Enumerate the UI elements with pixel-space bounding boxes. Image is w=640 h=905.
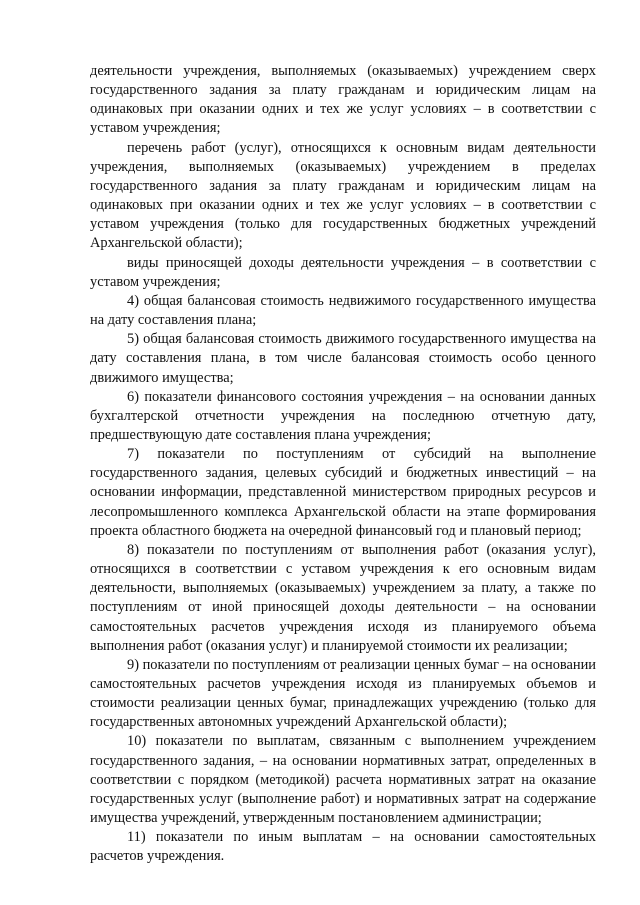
paragraph-item-9: 9) показатели по поступлениям от реализации ценных бумаг – на основании самостоятельных расчетов учреждения исходя из планируемых объемов и стоимости реализации ценных бумаг, принадлежащих учреждению (только для государственных автономных учреждений Архангельской области); [90, 656, 596, 731]
paragraph-services-list: перечень работ (услуг), относящихся к основным видам деятельности учреждения, выполняемых (оказываемых) учреждением в пределах государственного задания за плату гражданам и юридическим лицам на одинаковых при оказании одних и тех же услуг условиях – в соответствии с уставом учреждения (только для государственных бюджетных учреждений Архангельской области); [90, 139, 596, 252]
paragraph-income-activities: виды приносящей доходы деятельности учреждения – в соответствии с уставом учреждения; [90, 254, 596, 290]
paragraph-item-5: 5) общая балансовая стоимость движимого государственного имущества на дату составления плана, в том числе балансовая стоимость особо ценного движимого имущества; [90, 331, 596, 386]
paragraph-item-8: 8) показатели по поступлениям от выполнения работ (оказания услуг), относящихся в соответствии с уставом учреждения к его основным видам деятельности, выполняемых (оказываемых) учреждением за плату, а также по поступлениям от иной приносящей доходы деятельности – на основании самостоятельных расчетов учреждения исходя из планируемого объема выполнения работ (оказания услуг) и планируемой стоимости их реализации; [90, 541, 596, 654]
paragraph-item-10: 10) показатели по выплатам, связанным с выполнением учреждением государственного задания, – на основании нормативных затрат, определенных в соответствии с порядком (методикой) расчета нормативных затрат на оказание государственных услуг (выполнение работ) и нормативных затрат на содержание имущества учреждений, утвержденным постановлением администрации; [90, 733, 596, 827]
paragraph-item-7: 7) показатели по поступлениям от субсидий на выполнение государственного задания, целевых субсидий и бюджетных инвестиций – на основании информации, представленной министерством природных ресурсов и лесопромышленного комплекса Архангельской области на этапе формирования проекта областного бюджета на очередной финансовый год и плановый период; [90, 446, 596, 539]
document-page [90, 62, 596, 867]
paragraph-item-4: 4) общая балансовая стоимость недвижимого государственного имущества на дату составления плана; [90, 292, 596, 329]
paragraph-item-11: 11) показатели по иным выплатам – на основании самостоятельных расчетов учреждения. [90, 829, 596, 865]
paragraph-continuation: деятельности учреждения, выполняемых (оказываемых) учреждением сверх государственного задания за плату гражданам и юридическим лицам на одинаковых при оказании одних и тех же услуг условиях – в соответствии с уставом учреждения; [90, 63, 596, 137]
paragraph-item-6: 6) показатели финансового состояния учреждения – на основании данных бухгалтерской отчетности учреждения на последнюю отчетную дату, предшествующую дате составления плана учреждения; [90, 388, 596, 443]
